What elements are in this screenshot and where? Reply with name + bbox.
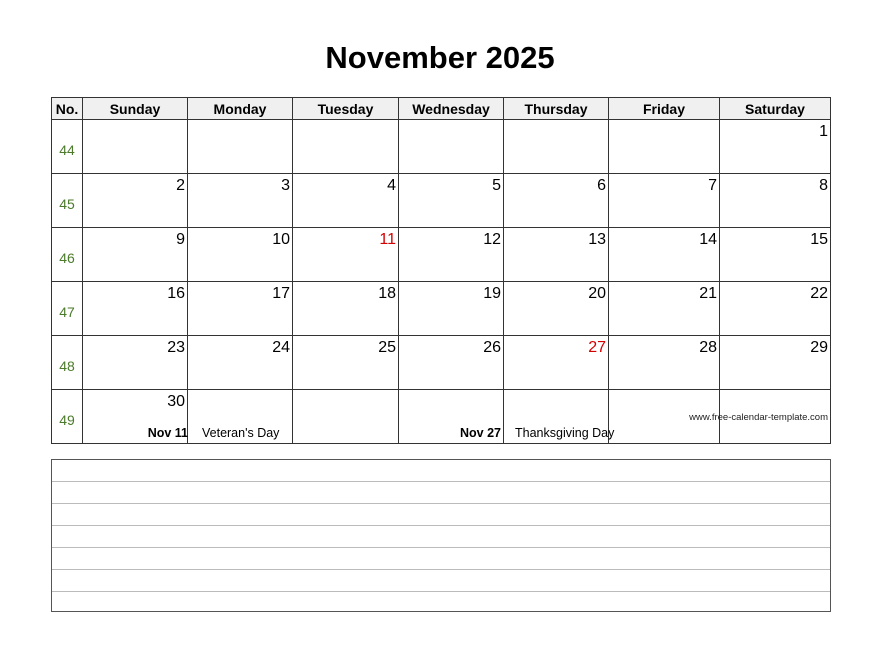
- day-cell[interactable]: [188, 174, 293, 228]
- day-number: [606, 130, 608, 133]
- day-cell[interactable]: [188, 120, 293, 174]
- day-number: 28: [699, 339, 717, 356]
- header-wednesday: Wednesday: [399, 98, 504, 120]
- day-number: 17: [272, 285, 290, 302]
- day-number: [501, 130, 503, 133]
- day-cell[interactable]: [83, 228, 188, 282]
- day-cell[interactable]: [293, 282, 399, 336]
- day-cell[interactable]: [188, 336, 293, 390]
- day-cell[interactable]: [504, 174, 609, 228]
- day-number: 23: [167, 339, 185, 356]
- day-number: 19: [483, 285, 501, 302]
- day-number: 24: [272, 339, 290, 356]
- day-cell[interactable]: [293, 174, 399, 228]
- event-date: Nov 11: [147, 426, 188, 440]
- header-no: No.: [52, 98, 83, 120]
- day-cell[interactable]: [399, 282, 504, 336]
- day-number: 5: [492, 177, 501, 194]
- day-number: 1: [819, 123, 828, 140]
- week-row: [52, 120, 831, 174]
- day-cell[interactable]: [399, 120, 504, 174]
- day-cell[interactable]: [609, 120, 720, 174]
- day-number: 11: [379, 231, 396, 248]
- header-monday: Monday: [188, 98, 293, 120]
- day-cell[interactable]: [720, 336, 831, 390]
- event-date: Nov 27: [460, 426, 501, 440]
- note-line[interactable]: [52, 548, 830, 570]
- day-cell[interactable]: [293, 390, 399, 444]
- notes-area[interactable]: [51, 459, 831, 612]
- day-cell[interactable]: [293, 120, 399, 174]
- day-cell[interactable]: [83, 120, 188, 174]
- day-number: 9: [176, 231, 185, 248]
- day-number: [396, 130, 398, 133]
- day-number: 29: [810, 339, 828, 356]
- day-cell[interactable]: [188, 282, 293, 336]
- day-cell[interactable]: [504, 120, 609, 174]
- header-sunday: Sunday: [83, 98, 188, 120]
- event-name: Thanksgiving Day: [515, 426, 615, 440]
- day-number: [185, 130, 187, 133]
- day-cell[interactable]: [293, 228, 399, 282]
- day-cell[interactable]: [293, 336, 399, 390]
- day-number: 6: [597, 177, 606, 194]
- event-veterans-day: [144, 426, 279, 440]
- week-number: 45: [52, 174, 83, 228]
- week-row: [52, 282, 831, 336]
- note-line[interactable]: [52, 592, 830, 613]
- note-line[interactable]: [52, 504, 830, 526]
- header-friday: Friday: [609, 98, 720, 120]
- note-line[interactable]: [52, 526, 830, 548]
- day-number: [717, 130, 719, 133]
- day-cell[interactable]: [399, 174, 504, 228]
- day-cell[interactable]: [188, 228, 293, 282]
- day-cell[interactable]: [720, 120, 831, 174]
- day-cell[interactable]: [504, 336, 609, 390]
- day-number: [396, 400, 398, 403]
- day-number: 15: [810, 231, 828, 248]
- day-number: 30: [167, 393, 185, 410]
- day-number: 22: [810, 285, 828, 302]
- header-row: [52, 98, 831, 120]
- day-number: 2: [176, 177, 185, 194]
- event-name: Veteran's Day: [202, 426, 280, 440]
- header-saturday: Saturday: [720, 98, 831, 120]
- day-number: [501, 400, 503, 403]
- day-number: 14: [699, 231, 717, 248]
- week-number: 49: [52, 390, 83, 444]
- day-cell[interactable]: [720, 228, 831, 282]
- day-cell[interactable]: [504, 282, 609, 336]
- header-tuesday: Tuesday: [293, 98, 399, 120]
- day-number: 10: [272, 231, 290, 248]
- day-cell[interactable]: [720, 174, 831, 228]
- day-number: 7: [708, 177, 717, 194]
- day-number: 3: [281, 177, 290, 194]
- day-number: 13: [588, 231, 606, 248]
- day-number: [606, 400, 608, 403]
- week-row: [52, 174, 831, 228]
- day-number: 4: [387, 177, 396, 194]
- day-cell[interactable]: [720, 282, 831, 336]
- day-cell[interactable]: [399, 336, 504, 390]
- week-row: [52, 336, 831, 390]
- week-number: 47: [52, 282, 83, 336]
- day-cell[interactable]: [83, 282, 188, 336]
- note-line[interactable]: [52, 570, 830, 592]
- day-number: 25: [378, 339, 396, 356]
- website-link[interactable]: www.free-calendar-template.com: [689, 412, 828, 423]
- day-number: 20: [588, 285, 606, 302]
- day-cell[interactable]: [609, 174, 720, 228]
- day-cell[interactable]: [609, 282, 720, 336]
- note-line[interactable]: [52, 460, 830, 482]
- day-cell[interactable]: [609, 228, 720, 282]
- calendar-title: November 2025: [325, 40, 555, 75]
- day-number: [717, 400, 719, 403]
- calendar-grid: [51, 97, 831, 444]
- header-thursday: Thursday: [504, 98, 609, 120]
- day-cell[interactable]: [399, 228, 504, 282]
- week-row: [52, 228, 831, 282]
- week-number: 44: [52, 120, 83, 174]
- day-number: 8: [819, 177, 828, 194]
- note-line[interactable]: [52, 482, 830, 504]
- day-number: 26: [483, 339, 501, 356]
- day-number: 21: [699, 285, 717, 302]
- event-thanksgiving: [457, 426, 614, 440]
- week-number: 46: [52, 228, 83, 282]
- day-number: 18: [378, 285, 396, 302]
- day-number: 16: [167, 285, 185, 302]
- week-number: 48: [52, 336, 83, 390]
- day-number: 12: [483, 231, 501, 248]
- day-cell[interactable]: [83, 336, 188, 390]
- day-cell[interactable]: [609, 336, 720, 390]
- day-number: 27: [588, 339, 606, 356]
- day-number: [290, 400, 292, 403]
- day-cell[interactable]: [83, 174, 188, 228]
- day-cell[interactable]: [504, 228, 609, 282]
- day-number: [290, 130, 292, 133]
- day-number: [828, 400, 830, 403]
